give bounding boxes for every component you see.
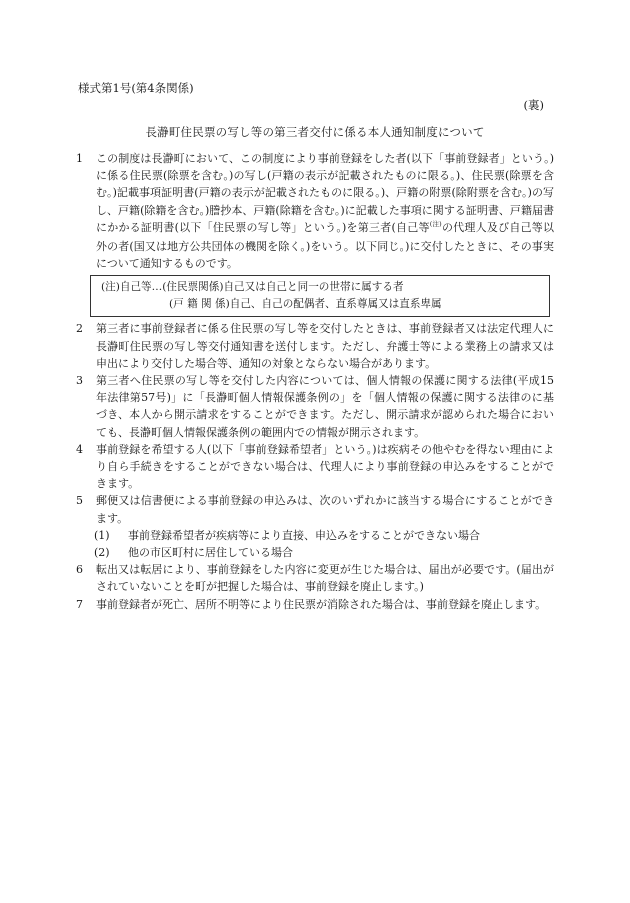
clause-3	[76, 372, 554, 441]
clause-text: 第三者へ住民票の写し等を交付した内容については、個人情報の保護に関する法律(平成15年法律第57号)」に「長瀞町個人情報保護条例の」を「個人情報の保護に関する法律のに基づき、本人から開示請求をすることができます。ただし、開示請求が認められた場合においても、長瀞町個人情報保護条例の範囲内での情報が開示されます。	[96, 374, 554, 439]
document-title: 長瀞町住民票の写し等の第三者交付に係る本人通知制度について	[145, 125, 485, 139]
note-marker: (注)	[429, 219, 442, 228]
clause-number: 2	[76, 322, 83, 336]
sub-clause-number: (2)	[94, 546, 110, 560]
footnote-line: (戸 籍 関 係)自己、自己の配偶者、直系尊属又は直系卑属	[169, 298, 442, 311]
sub-clause	[76, 527, 554, 544]
clause-text: 郵便又は信書便による事前登録の申込みは、次のいずれかに該当する場合にすることができます。	[96, 494, 554, 525]
clause-text: 転出又は転居により、事前登録をした内容に変更が生じた場合は、届出が必要です。(届出がされていないことを町が把握した場合は、事前登録を廃止します。)	[96, 563, 554, 594]
clause-text: この制度は長瀞町において、この制度により事前登録をした者(以下「事前登録者」という。)に係る住民票(除票を含む。)の写し(戸籍の表示が記載されたものに限る。)、住民票(除票を含む。)記載事項証明書(戸籍の表示が記載されたものに限る。)、戸籍の附票(除附票を含む。)の写し、戸籍(除籍を含む。)謄抄本、戸籍(除籍を含む。)に記載した事項に関する証明書、戸籍届書にかかる証明書(以下「住民票の写し等」という。)を第三者(自己等$^{(注)}$の代理人及び自己等以外の者(国又は地方公共団体の機関を除く。)をいう。以下同じ。)に交付したときに、その事実について通知するものです。	[96, 152, 555, 271]
clause-number: 5	[76, 494, 83, 508]
sub-clause-number: (1)	[94, 528, 110, 542]
sub-clause-text: 他の市区町村に居住している場合	[128, 546, 293, 560]
clause-number: 6	[76, 563, 83, 577]
clause-1	[76, 150, 554, 272]
form-number: 様式第1号(第4条関係)	[78, 81, 194, 95]
document-body	[76, 150, 554, 613]
footnote-box	[90, 275, 550, 317]
clause-7	[76, 596, 554, 613]
sub-clause	[76, 544, 554, 561]
clause-number: 3	[76, 374, 83, 388]
clause-4	[76, 441, 554, 493]
clause-number: 1	[76, 152, 83, 165]
clause-6	[76, 561, 554, 595]
sub-clause-text: 事前登録希望者が疾病等により直接、申込みをすることができない場合	[128, 528, 480, 542]
clause-text: 事前登録者が死亡、居所不明等により住民票が消除された場合は、事前登録を廃止します。	[96, 597, 547, 611]
clause-text: 事前登録を希望する人(以下「事前登録希望者」という。)は疾病その他やむを得ない理由により自ら手続きをすることができない場合は、代理人により事前登録の申込みをすることができます。	[96, 442, 554, 491]
footnote-line: (注)自己等…(住民票関係)自己又は自己と同一の世帯に属する者	[101, 281, 404, 294]
clause-number: 7	[76, 597, 83, 611]
clause-number: 4	[76, 442, 83, 456]
clause-text: 第三者に事前登録者に係る住民票の写し等を交付したときは、事前登録者又は法定代理人に長瀞町住民票の写し等交付通知書を送付します。ただし、弁護士等による業務上の請求又は申出により交付した場合等、通知の対象とならない場合があります。	[96, 322, 554, 370]
clause-2	[76, 320, 554, 372]
page-side-label: (裏)	[523, 98, 544, 112]
clause-5	[76, 492, 554, 526]
